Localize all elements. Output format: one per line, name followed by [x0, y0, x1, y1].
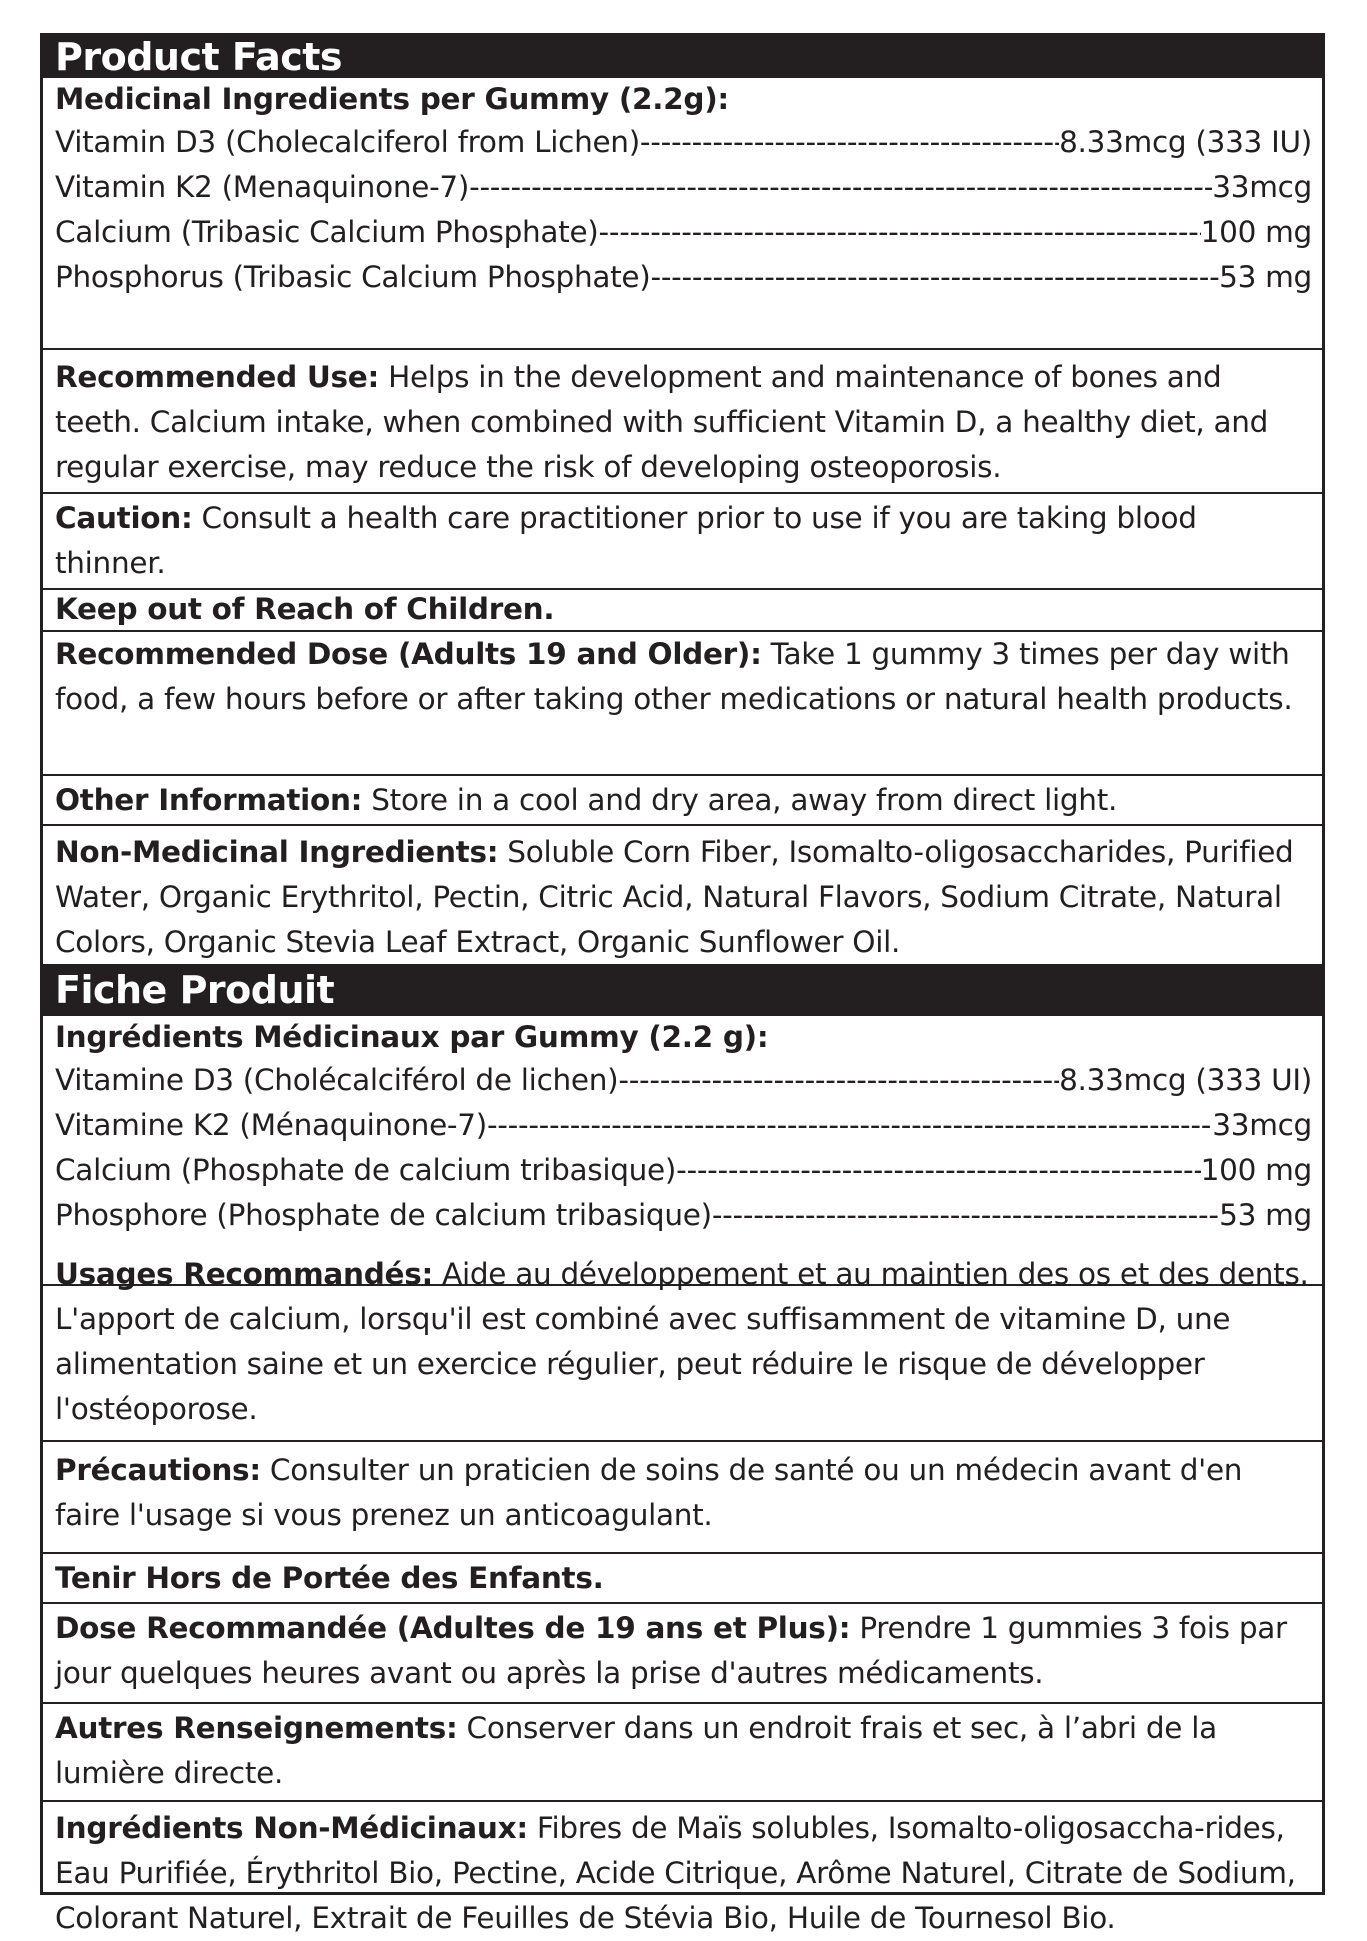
ingredient-name: Vitamin D3 (Cholecalciferol from Lichen) [55, 125, 640, 159]
section-text: Helps in the development and maintenance of bones and teeth. Calcium intake, when combined with sufficient Vitamin D, a healthy diet, and regular exercise, may reduce the risk of developing osteoporosis. [55, 360, 1269, 484]
ingredient-amount: 8.33mcg (333 UI) [1059, 1063, 1312, 1097]
section-label: Recommended Dose (Adults 19 and Older): [55, 637, 762, 671]
section-text: Fibres de Maïs solubles, Isomalto-oligosaccha-rides, Eau Purifiée, Érythritol Bio, Pectine, Acide Citrique, Arôme Naturel, Citrate de Sodium, Colorant Naturel, Extrait de Feuilles de Stévia Bio, Huile de Tournesol Bio. [55, 1811, 1296, 1935]
ingredient-amount: 33mcg [1212, 1108, 1312, 1142]
ingredient-name: Vitamin K2 (Menaquinone-7) [55, 170, 470, 204]
section-text: Store in a cool and dry area, away from direct light. [362, 783, 1118, 817]
section-label: Caution: [55, 501, 193, 535]
product-facts-panel [40, 33, 1325, 1935]
fr-usages-recommandes [43, 1246, 1322, 1442]
keep-out-text: Tenir Hors de Portée des Enfants. [55, 1561, 604, 1595]
section-text: Conserver dans un endroit frais et sec, à l’abri de la lumière directe. [55, 1711, 1217, 1790]
fr-ingredient-row [55, 1103, 1312, 1148]
fr-ingredients-heading: Ingrédients Médicinaux par Gummy (2.2 g): [55, 1020, 769, 1054]
en-ingredient-row [55, 165, 1312, 210]
en-ingredients-heading: Medicinal Ingredients per Gummy (2.2g): [55, 82, 729, 116]
dot-leader [599, 210, 1201, 255]
dot-leader [469, 165, 1212, 210]
fr-ingredient-row [55, 1058, 1312, 1103]
section-label: Usages Recommandés: [55, 1257, 434, 1291]
fr-ingredient-row [55, 1148, 1312, 1193]
en-ingredient-row [55, 210, 1312, 255]
dot-leader [487, 1103, 1212, 1148]
dot-leader [676, 1148, 1201, 1193]
en-recommended-use [43, 350, 1322, 494]
ingredient-name: Vitamine K2 (Ménaquinone-7) [55, 1108, 487, 1142]
ingredient-amount: 100 mg [1200, 1153, 1312, 1187]
section-label: Ingrédients Non-Médicinaux: [55, 1811, 528, 1845]
en-non-medicinal-ingredients [43, 826, 1322, 964]
fiche-produit-header [43, 964, 1322, 1016]
ingredient-name: Phosphore (Phosphate de calcium tribasique) [55, 1198, 712, 1232]
product-facts-header [43, 36, 1322, 78]
fr-ingredient-row [55, 1193, 1312, 1238]
fr-autres-renseignements [43, 1704, 1322, 1802]
ingredient-amount: 8.33mcg (333 IU) [1059, 125, 1312, 159]
section-text: Prendre 1 gummies 3 fois par jour quelques heures avant ou après la prise d'autres médicaments. [55, 1611, 1287, 1690]
en-other-information [43, 776, 1322, 826]
section-label: Dose Recommandée (Adultes de 19 ans et Plus): [55, 1611, 851, 1645]
en-recommended-dose [43, 632, 1322, 776]
section-label: Autres Renseignements: [55, 1711, 458, 1745]
dot-leader [618, 1058, 1059, 1103]
ingredient-name: Vitamine D3 (Cholécalciférol de lichen) [55, 1063, 619, 1097]
fr-precautions [43, 1442, 1322, 1554]
dot-leader [650, 255, 1219, 300]
dot-leader [640, 120, 1059, 165]
section-text: Soluble Corn Fiber, Isomalto-oligosaccharides, Purified Water, Organic Erythritol, Pectin, Citric Acid, Natural Flavors, Sodium Citrate, Natural Colors, Organic Stevia Leaf Extract, Organic Sunflower Oil. [55, 835, 1294, 959]
ingredient-amount: 53 mg [1219, 260, 1312, 294]
fr-keep-out [43, 1554, 1322, 1604]
ingredient-name: Calcium (Phosphate de calcium tribasique) [55, 1153, 677, 1187]
en-keep-out [43, 590, 1322, 632]
section-label: Recommended Use: [55, 360, 379, 394]
fr-non-medicinal-ingredients [43, 1802, 1322, 1935]
section-label: Précautions: [55, 1453, 261, 1487]
keep-out-text: Keep out of Reach of Children. [55, 592, 555, 626]
en-ingredient-row [55, 255, 1312, 300]
section-text: Take 1 gummy 3 times per day with food, a few hours before or after taking other medications or natural health products. [55, 637, 1293, 716]
ingredient-name: Calcium (Tribasic Calcium Phosphate) [55, 215, 599, 249]
fiche-produit-title: Fiche Produit [55, 968, 335, 1012]
section-text: Consult a health care practitioner prior to use if you are taking blood thinner. [55, 501, 1197, 580]
section-text: Aide au développement et au maintien des os et des dents. L'apport de calcium, lorsqu'il est combiné avec suffisamment de vitamine D, une alimentation saine et un exercice régulier, peut réduire le risque de développer l'ostéoporose. [55, 1257, 1309, 1426]
ingredient-amount: 53 mg [1219, 1198, 1312, 1232]
section-text: Consulter un praticien de soins de santé ou un médecin avant d'en faire l'usage si vous prenez un anticoagulant. [55, 1453, 1243, 1532]
section-label: Non-Medicinal Ingredients: [55, 835, 499, 869]
fr-dose-recommandee [43, 1604, 1322, 1704]
section-label: Other Information: [55, 783, 363, 817]
dot-leader [712, 1193, 1219, 1238]
ingredient-amount: 33mcg [1212, 170, 1312, 204]
en-ingredient-row [55, 120, 1312, 165]
product-facts-title: Product Facts [55, 35, 343, 79]
ingredient-name: Phosphorus (Tribasic Calcium Phosphate) [55, 260, 651, 294]
en-caution [43, 494, 1322, 590]
ingredient-amount: 100 mg [1200, 215, 1312, 249]
en-medicinal-ingredients [43, 78, 1322, 350]
